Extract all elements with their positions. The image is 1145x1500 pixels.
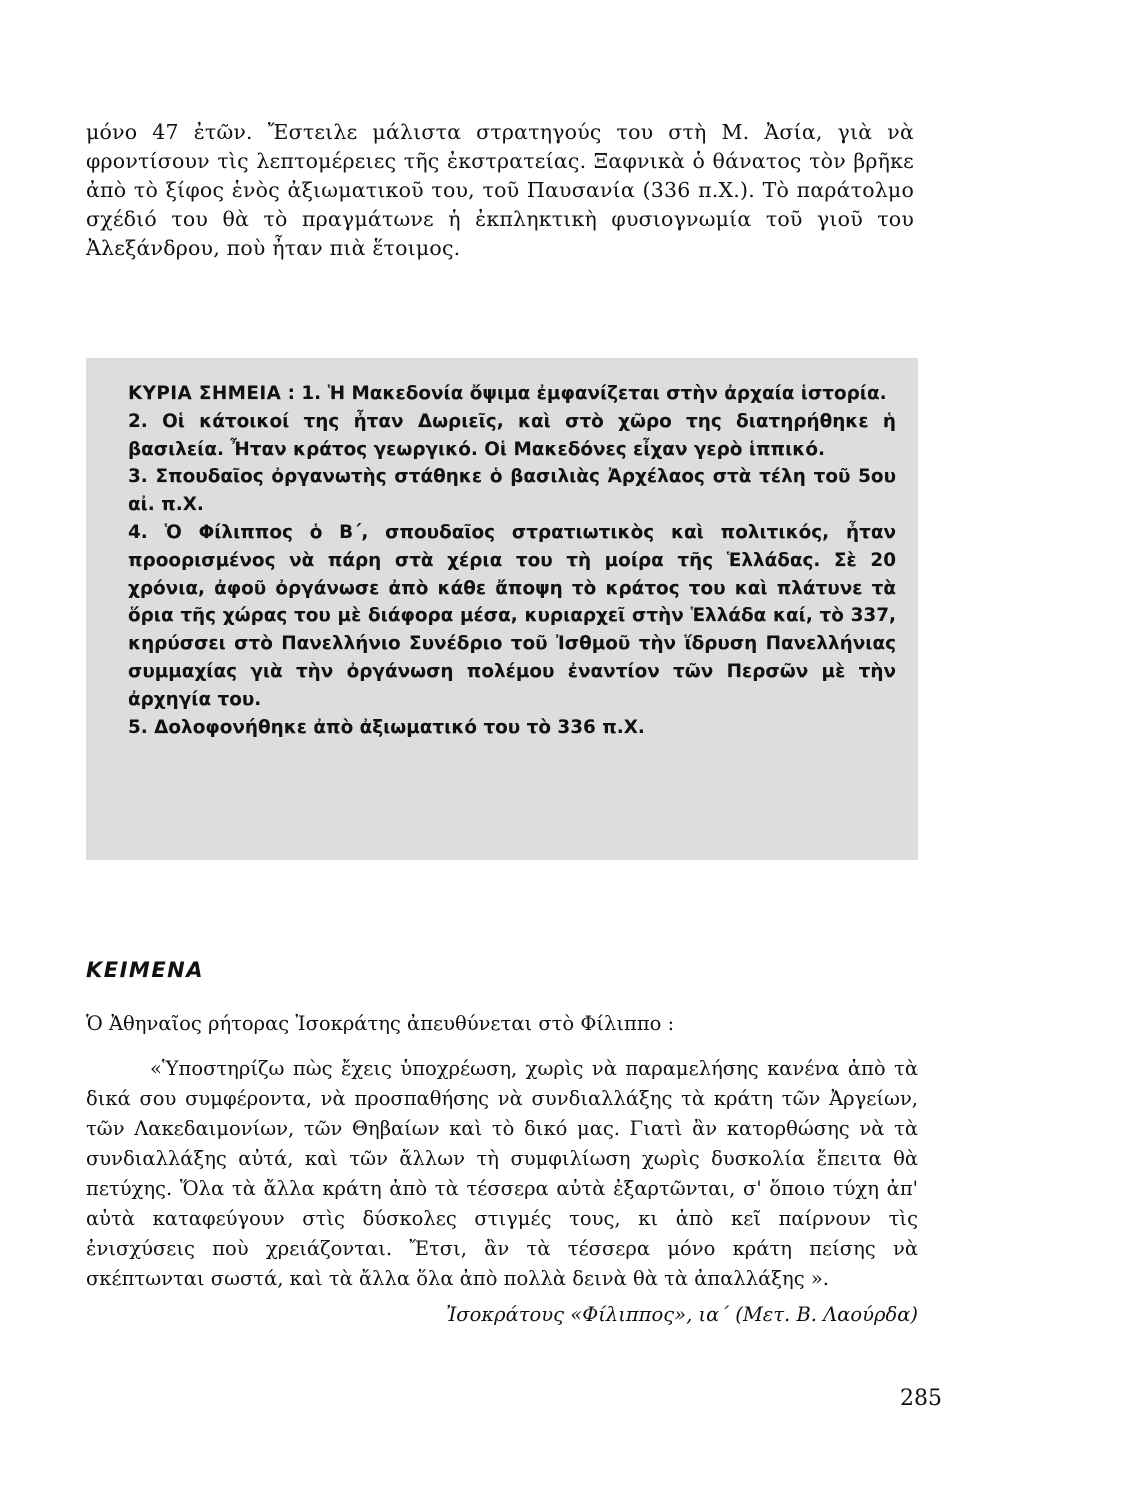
key-points-box — [86, 358, 918, 860]
key-point-5: 5. Δολοφονήθηκε ἀπὸ ἀξιωματικό του τὸ 336 π.Χ. — [128, 716, 645, 738]
texts-section-title: ΚΕΙΜΕΝΑ — [86, 958, 205, 982]
isocrates-quote — [86, 1054, 918, 1294]
key-point-1-text: 1. Ἡ Μακεδονία ὄψιμα ἐμφανίζεται στὴν ἀρχαία ἱστορία. — [301, 383, 887, 404]
intro-paragraph: μόνο 47 ἐτῶν. Ἔστειλε μάλιστα στρατηγούς του στὴ Μ. Ἀσία, γιὰ νὰ φροντίσουν τὶς λεπτομέρειες τῆς ἐκστρατείας. Ξαφνικὰ ὁ θάνατος τὸν βρῆκε ἀπὸ τὸ ξίφος ἑνὸς ἀξιωματικοῦ του, τοῦ Παυσανία (336 π.Χ.). Τὸ παράτολμο σχέδιό του θὰ τὸ πραγμάτωνε ἡ ἐκπληκτικὴ φυσιογνωμία τοῦ γιοῦ του Ἀλεξάνδρου, ποὺ ἦταν πιὰ ἕτοιμος. — [86, 120, 914, 260]
intro-text — [86, 118, 914, 263]
key-point-4: 4. Ὁ Φίλιππος ὁ Β΄, σπουδαῖος στρατιωτικὸς καὶ πολιτικός, ἦταν προορισμένος νὰ πάρη στὰ χέρια του τὴ μοίρα τῆς Ἑλλάδας. Σὲ 20 χρόνια, ἀφοῦ ὀργάνωσε ἀπὸ κάθε ἄποψη τὸ κράτος του καὶ πλάτυνε τὰ ὅρια τῆς χώρας του μὲ διάφορα μέσα, κυριαρχεῖ στὴν Ἑλλάδα καί, τὸ 337, κηρύσσει στὸ Πανελλήνιο Συνέδριο τοῦ Ἰσθμοῦ τὴν ἵδρυση Πανελλήνιας συμμαχίας γιὰ τὴν ὀργάνωση πολέμου ἐναντίον τῶν Περσῶν μὲ τὴν ἀρχηγία του. — [128, 521, 896, 710]
key-points-heading: ΚΥΡΙΑ ΣΗΜΕΙΑ — [128, 383, 282, 404]
texts-addressee: Ὁ Ἀθηναῖος ρήτορας Ἰσοκράτης ἀπευθύνεται στὸ Φίλιππο : — [86, 1012, 675, 1035]
key-points-separator: : — [287, 383, 295, 404]
key-point-3: 3. Σπουδαῖος ὀργανωτὴς στάθηκε ὁ βασιλιὰς Ἀρχέλαος στὰ τέλη τοῦ 5ου αἰ. π.Χ. — [128, 466, 896, 516]
key-point-1 — [128, 380, 896, 408]
page-number: 285 — [900, 1386, 942, 1411]
key-point-2: 2. Οἱ κάτοικοί της ἦταν Δωριεῖς, καὶ στὸ χῶρο της διατηρήθηκε ἡ βασιλεία. Ἦταν κράτος γεωργικό. Οἱ Μακεδόνες εἶχαν γερὸ ἱππικό. — [128, 410, 896, 460]
quote-source: Ἰσοκράτους «Φίλιππος», ια΄ (Μετ. Β. Λαούρδα) — [446, 1303, 918, 1326]
quote-paragraph: «Ὑποστηρίζω πὼς ἔχεις ὑποχρέωση, χωρὶς νὰ παραμελήσης κανένα ἀπὸ τὰ δικά σου συμφέροντα, νὰ προσπαθήσης νὰ συνδιαλλάξης τὰ κράτη τῶν Ἀργείων, τῶν Λακεδαιμονίων, τῶν Θηβαίων καὶ τὸ δικό μας. Γιατὶ ἂν κατορθώσης νὰ τὰ συνδιαλλάξης αὐτά, καὶ τῶν ἄλλων τὴ συμφιλίωση χωρὶς δυσκολία ἔπειτα θὰ πετύχης. Ὅλα τὰ ἄλλα κράτη ἀπὸ τὰ τέσσερα αὐτὰ ἐξαρτῶνται, σ' ὅποιο τύχη ἀπ' αὐτὰ καταφεύγουν στὶς δύσκολες στιγμές τους, κι ἀπὸ κεῖ παίρνουν τὶς ἐνισχύσεις ποὺ χρειάζονται. Ἔτσι, ἂν τὰ τέσσερα μόνο κράτη πείσης νὰ σκέπτωνται σωστά, καὶ τὰ ἄλλα ὅλα ἀπὸ πολλὰ δεινὰ θὰ τὰ ἀπαλλάξης ». — [86, 1057, 918, 1290]
